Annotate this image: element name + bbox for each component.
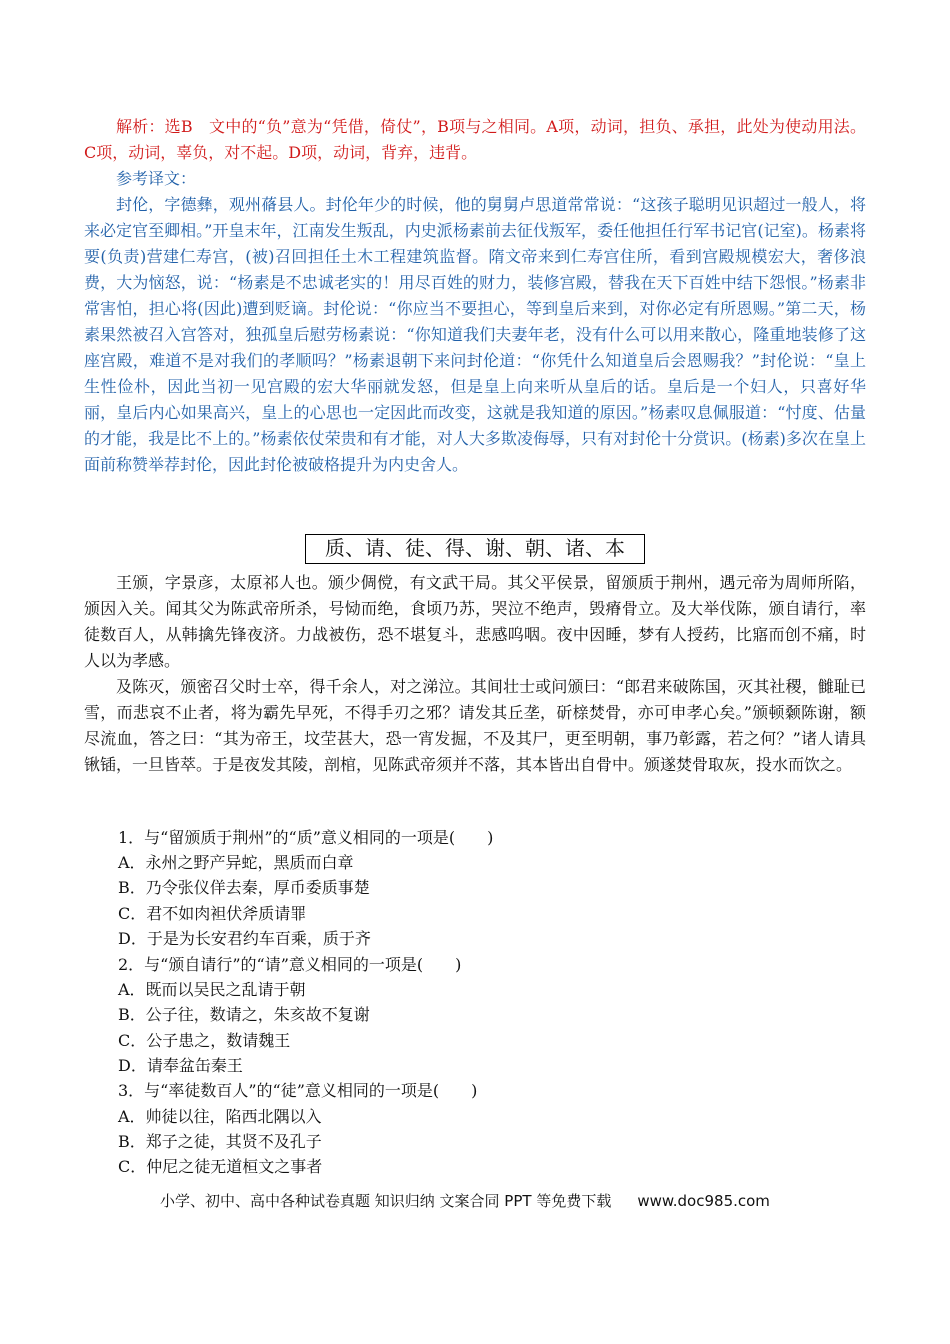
- translation-label: 参考译文：: [116, 169, 197, 188]
- question-1-stem: 1．与“留颁质于荆州”的“质”意义相同的一项是( ): [118, 828, 494, 847]
- question-2-option-a: A．既而以吴民之乱请于朝: [118, 980, 306, 999]
- footer-text: 小学、初中、高中各种试卷真题 知识归纳 文案合同 PPT 等免费下载: [160, 1192, 612, 1210]
- question-2-option-d: D．请奉盆缶秦王: [118, 1056, 243, 1075]
- question-1-option-b: B．乃令张仪佯去秦，厚币委质事楚: [118, 878, 370, 897]
- question-3-stem: 3．与“率徒数百人”的“徒”意义相同的一项是( ): [118, 1081, 478, 1100]
- question-3-option-a: A．帅徒以往，陷西北隅以入: [118, 1107, 322, 1126]
- question-3-option-b: B．郑子之徒，其贤不及孔子: [118, 1132, 322, 1151]
- passage-paragraph-2: 及陈灭，颁密召父时士卒，得千余人，对之涕泣。其间壮士或问颁曰：“郎君来破陈国，灭其社稷，雠耻已雪，而悲哀不止者，将为霸先早死，不得手刃之邪？请发其丘垄，斫榇焚骨，亦可申孝心矣。”颁顿颡陈谢，额尽流血，答之曰：“其为帝王，坟茔甚大，恐一宵发掘，不及其尸，更至明朝，事乃彰露，若之何？”诸人请具锹锸，一旦皆萃。于是夜发其陵，剖棺，见陈武帝须并不落，其本皆出自骨中。颁遂焚骨取灰，投水而饮之。: [84, 677, 866, 774]
- question-2-option-b: B．公子往，数请之，朱亥故不复谢: [118, 1005, 370, 1024]
- question-2-option-c: C．公子患之，数请魏王: [118, 1031, 291, 1050]
- question-1-option-a: A．永州之野产异蛇，黑质而白章: [118, 853, 354, 872]
- question-1-option-c: C．君不如肉袒伏斧质请罪: [118, 904, 307, 923]
- section-title: 质、请、徒、得、谢、朝、诸、本: [305, 534, 645, 564]
- reference-translation: 封伦，字德彝，观州蓨县人。封伦年少的时候，他的舅舅卢思道常常说：“这孩子聪明见识超过一般人，将来必定官至卿相。”开皇末年，江南发生叛乱，内史派杨素前去征伐叛军，委任他担任行军书记官(记室)。杨素将要(负责)营建仁寿宫，(被)召回担任土木工程建筑监督。隋文帝来到仁寿宫住所，看到宫殿规模宏大，奢侈浪费，大为恼怒，说：“杨素是不忠诚老实的！用尽百姓的财力，装修宫殿，替我在天下百姓中结下怨恨。”杨素非常害怕，担心将(因此)遭到贬谪。封伦说：“你应当不要担心，等到皇后来到，对你必定有所恩赐。”第二天，杨素果然被召入宫答对，独孤皇后慰劳杨素说：“你知道我们夫妻年老，没有什么可以用来散心，隆重地装修了这座宫殿，难道不是对我们的孝顺吗？”杨素退朝下来问封伦道：“你凭什么知道皇后会恩赐我？”封伦说：“皇上生性俭朴，因此当初一见宫殿的宏大华丽就发怒，但是皇上向来听从皇后的话。皇后是一个妇人，只喜好华丽，皇后内心如果高兴，皇上的心思也一定因此而改变，这就是我知道的原因。”杨素叹息佩服道：“忖度、估量的才能，我是比不上的。”杨素依仗荣贵和有才能，对人大多欺凌侮辱，只有对封伦十分赏识。(杨素)多次在皇上面前称赞举荐封伦，因此封伦被破格提升为内史舍人。: [84, 195, 866, 474]
- passage-paragraph-1: 王颁，字景彦，太原祁人也。颁少倜傥，有文武干局。其父平侯景，留颁质于荆州，遇元帝为周师所陷，颁因入关。闻其父为陈武帝所杀，号恸而绝，食顷乃苏，哭泣不绝声，毁瘠骨立。及大举伐陈，颁自请行，率徒数百人，从韩擒先锋夜济。力战被伤，恐不堪复斗，悲感呜咽。夜中因睡，梦有人授药，比寤而创不痛，时人以为孝感。: [84, 573, 866, 670]
- page-footer: [160, 1191, 770, 1211]
- question-2-stem: 2．与“颁自请行”的“请”意义相同的一项是( ): [118, 955, 462, 974]
- question-3-option-c: C．仲尼之徒无道桓文之事者: [118, 1157, 323, 1176]
- question-1-option-d: D．于是为长安君约车百乘，质于齐: [118, 929, 371, 948]
- answer-analysis: 解析：选B 文中的“负”意为“凭借，倚仗”，B项与之相同。A项，动词，担负、承担，此处为使动用法。C项，动词，辜负，对不起。D项，动词，背弃，违背。: [84, 117, 866, 162]
- footer-url[interactable]: www.doc985.com: [637, 1192, 770, 1210]
